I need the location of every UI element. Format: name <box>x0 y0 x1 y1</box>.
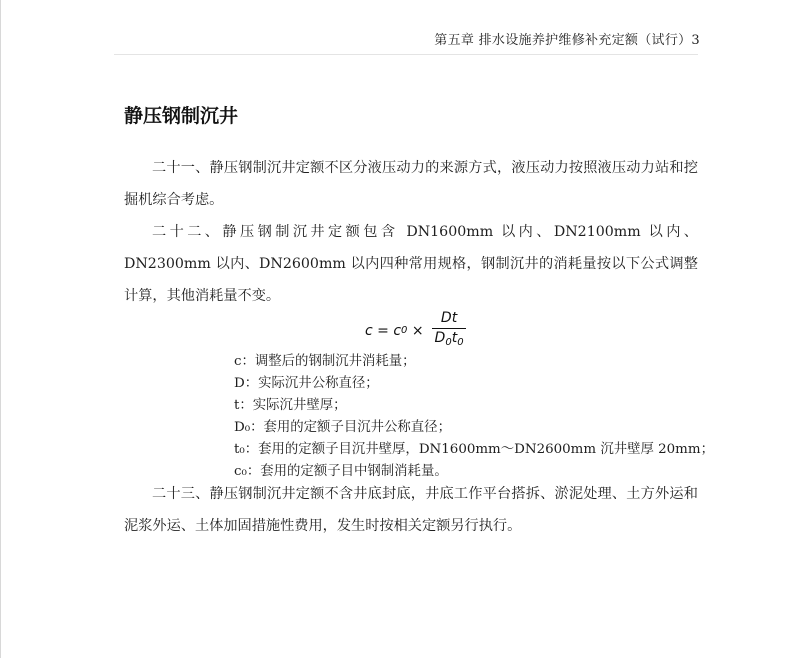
page-edge <box>0 0 1 658</box>
formula-coef: c <box>393 322 402 339</box>
definition-D: D：实际沉井公称直径； <box>234 376 379 391</box>
formula-times: × <box>407 322 429 339</box>
definition-t0: t₀：套用的定额子目沉井壁厚，DN1600mm～DN2600mm 沉井壁厚 20mm； <box>234 442 714 457</box>
variable-definitions <box>234 351 714 483</box>
header-rule <box>114 54 698 55</box>
formula-equals: = <box>372 322 394 339</box>
paragraph-22: 二十二、静压钢制沉井定额包含 DN1600mm 以内、DN2100mm 以内、DN2300mm 以内、DN2600mm 以内四种常用规格，钢制沉井的消耗量按以下公式调整计算，其他消耗量不变。 <box>124 224 698 304</box>
fraction-bar <box>432 328 466 329</box>
den-b-sub: 0 <box>457 337 464 348</box>
definition-c0: c₀：套用的定额子目中钢制消耗量。 <box>234 464 448 479</box>
paragraph-23: 二十三、静压钢制沉井定额不含井底封底，井底工作平台搭拆、淤泥处理、土方外运和泥浆外运、土体加固措施性费用，发生时按相关定额另行执行。 <box>124 486 698 534</box>
den-a: D <box>434 330 446 346</box>
formula-coef-sub: 0 <box>401 325 408 336</box>
running-header: 第五章 排水设施养护维修补充定额（试行）3 <box>434 33 700 48</box>
den-a-sub: 0 <box>445 337 452 348</box>
formula-lhs: c <box>365 322 373 339</box>
formula-numerator: Dt <box>440 310 458 326</box>
definition-c: c：调整后的钢制沉井消耗量； <box>234 354 416 369</box>
adjustment-formula <box>365 310 466 351</box>
formula-denominator <box>435 330 464 351</box>
formula-fraction <box>432 310 466 351</box>
definition-D0: D₀：套用的定额子目沉井公称直径； <box>234 420 451 435</box>
section-title: 静压钢制沉井 <box>124 105 239 127</box>
definition-t: t：实际沉井壁厚； <box>234 398 347 413</box>
den-b: t <box>451 330 458 346</box>
paragraph-21: 二十一、静压钢制沉井定额不区分液压动力的来源方式，液压动力按照液压动力站和挖掘机综合考虑。 <box>124 160 698 208</box>
